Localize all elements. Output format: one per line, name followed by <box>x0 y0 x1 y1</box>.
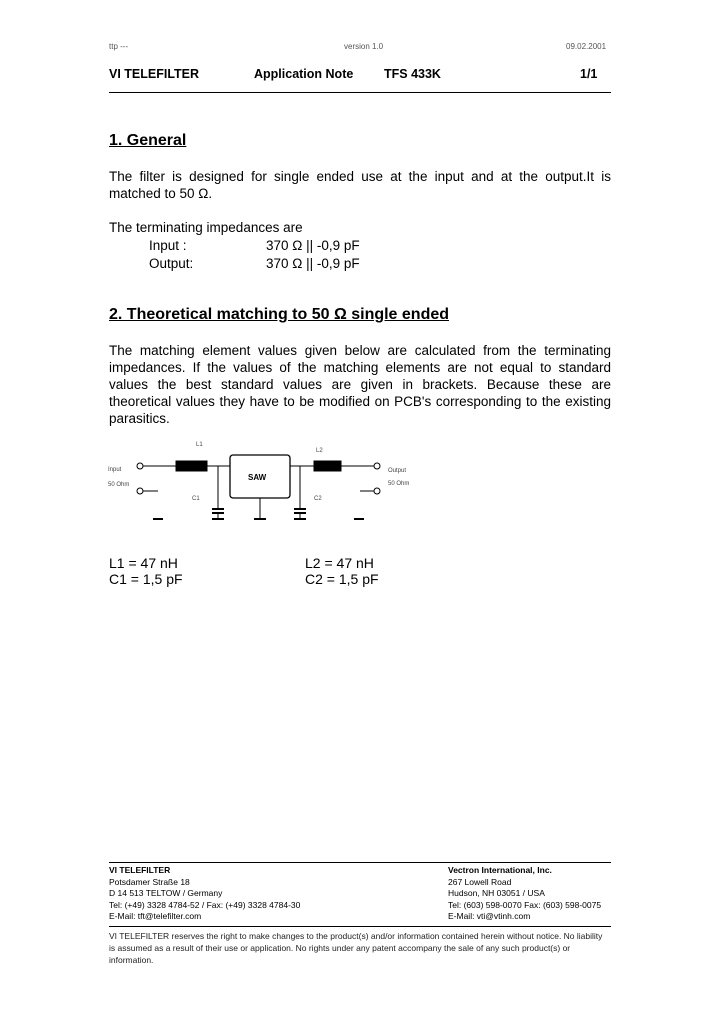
section2-title: 2. Theoretical matching to 50 Ω single ended <box>109 306 450 323</box>
inductor-l2 <box>314 461 341 471</box>
input-impedance: 370 Ω || -0,9 pF <box>266 238 360 253</box>
input-terminal-top <box>137 463 143 469</box>
footer-right-company: Vectron International, Inc. <box>448 865 552 875</box>
section1-intro: The terminating impedances are <box>109 220 303 235</box>
footer-disclaimer: VI TELEFILTER reserves the right to make changes to the product(s) and/or information contained herein without notice. No liability is assumed as a result of their use or application. No rights under any patent accompany the sale of any such product(s) or information. <box>109 931 603 965</box>
label-output-ohm: 50 Ohm <box>388 481 410 487</box>
footer-right-email: E-Mail: vti@vtinh.com <box>448 911 531 921</box>
meta-version: version 1.0 <box>344 42 384 51</box>
output-terminal-bottom <box>374 488 380 494</box>
input-terminal-bottom <box>137 488 143 494</box>
footer-right-street: 267 Lowell Road <box>448 876 512 887</box>
footer-left-phone: Tel: (+49) 3328 4784-52 / Fax: (+49) 3328 4784-30 <box>109 899 301 910</box>
header-rule <box>109 92 611 93</box>
output-terminal-top <box>374 463 380 469</box>
label-l2: L2 <box>316 448 323 454</box>
footer-left-address <box>109 865 300 923</box>
inductor-l1 <box>176 461 207 471</box>
label-saw: SAW <box>248 473 267 482</box>
label-c2: C2 <box>314 496 322 502</box>
output-label: Output: <box>149 256 194 271</box>
footer-left-city: D 14 513 TELTOW / Germany <box>109 888 223 898</box>
footer-right-city: Hudson, NH 03051 / USA <box>448 888 545 898</box>
section1-title: 1. General <box>109 132 187 149</box>
footer-right-phone: Tel: (603) 598-0070 Fax: (603) 598-0075 <box>448 899 602 910</box>
meta-left: ttp --- <box>109 42 129 51</box>
value-c1: C1 = 1,5 pF <box>109 571 183 587</box>
input-label: Input : <box>149 238 187 253</box>
label-input: Input <box>108 467 122 473</box>
value-l1: L1 = 47 nH <box>109 555 178 571</box>
footer-right-address <box>448 865 601 923</box>
label-l1: L1 <box>196 442 203 448</box>
footer-left-email: E-Mail: tft@telefilter.com <box>109 911 202 921</box>
section1-paragraph: The filter is designed for single ended use at the input and at the output.It is matched to 50 Ω. <box>109 169 611 201</box>
matching-circuit-diagram <box>100 435 420 530</box>
label-input-ohm: 50 Ohm <box>108 482 130 488</box>
header-part: TFS 433K <box>384 67 441 81</box>
footer-rule <box>109 862 611 863</box>
value-l2: L2 = 47 nH <box>305 555 374 571</box>
header-company: VI TELEFILTER <box>109 67 200 81</box>
output-impedance: 370 Ω || -0,9 pF <box>266 256 360 271</box>
label-c1: C1 <box>192 496 200 502</box>
value-c2: C2 = 1,5 pF <box>305 571 379 587</box>
meta-date: 09.02.2001 <box>566 42 607 51</box>
label-output: Output <box>388 468 407 474</box>
section2-paragraph: The matching element values given below are calculated from the terminating impedances. If the values of the matching elements are not equal to standard values the best standard values are given in brackets. Because these are theoretical values they have to be modified on PCB's corresponding to the existing parasitics. <box>109 343 611 426</box>
footer-left-company: VI TELEFILTER <box>109 865 171 875</box>
header-doc-type: Application Note <box>254 67 354 81</box>
disclaimer-rule <box>109 926 611 927</box>
footer-left-street: Potsdamer Straße 18 <box>109 876 190 887</box>
header-page: 1/1 <box>580 67 598 81</box>
